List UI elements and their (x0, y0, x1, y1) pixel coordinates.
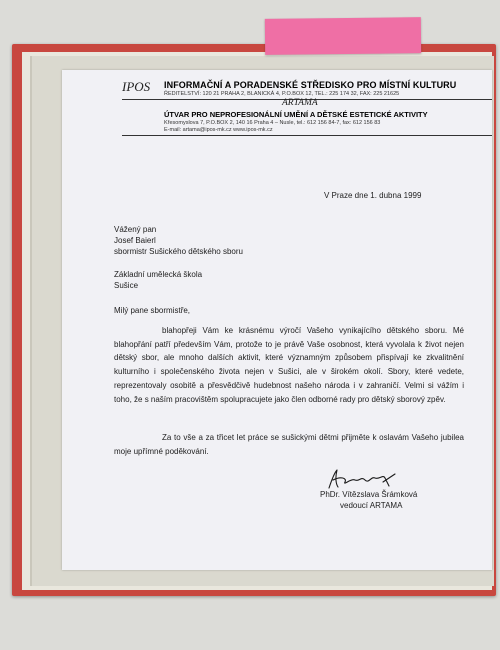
school-line-2: Sušice (114, 281, 139, 290)
letter-paragraph-1: blahopřeji Vám ke krásnému výročí Vašeho vynikajícího dětského sboru. Mé blahopřání patří především Vám, protože to je právě Vaše osobnost, která vyvolala k život nejen dětský sbor, ale mnoho dalších aktivit, které významným způsobem přispívají ke zkvalitnění kulturního i společenského života nejen v Sušici, ale v širokém okolí. Sbory, které vedete, reprezentovaly osobitě a přesvědčivě hudebnost našeho národa i v zahraničí. Velmi si vážím i toho, že s naším pracovištěm spolupracujete jako člen odborné rady pro dětský sborový zpěv. (114, 326, 464, 404)
letter-paragraph-2: Za to vše a za třicet let práce se sušickými dětmi přijměte k oslavám Vašeho jubilea moje upřímné poděkování. (114, 433, 464, 456)
department-contact: E-mail: artama@ipos-mk.cz www.ipos-mk.cz (164, 127, 273, 133)
salutation: Milý pane sbormistře, (114, 306, 191, 315)
letter-sheet (62, 70, 492, 570)
artama-logo: ARTAMA (282, 98, 318, 108)
signatory-name: PhDr. Vítězslava Šrámková (320, 490, 418, 499)
ipos-logo: IPOS (122, 79, 151, 94)
letterhead-bottom-rule (122, 135, 492, 136)
recipient-line-1: Vážený pan (114, 225, 157, 234)
pink-sticky-note[interactable] (265, 17, 421, 55)
signatory-title: vedoucí ARTAMA (340, 501, 403, 510)
organization-address: ŘEDITELSTVÍ: 120 21 PRAHA 2, BLANICKÁ 4, P.O.BOX 12, TEL.: 225 174 32, FAX: 225 21625 (164, 91, 400, 97)
handwritten-signature (325, 466, 405, 492)
school-line-1: Základní umělecká škola (114, 270, 203, 279)
department-address: Křesomyslova 7, P.O.BOX 2, 140 16 Praha 4 – Nusle, tel.: 612 156 84-7, fax: 612 156 83 (164, 120, 381, 126)
recipient-line-2: Josef Baierl (114, 236, 156, 245)
letter-date: V Praze dne 1. dubna 1999 (324, 191, 422, 200)
recipient-line-3: sbormistr Sušického dětského sboru (114, 247, 243, 256)
organization-name: INFORMAČNÍ A PORADENSKÉ STŘEDISKO PRO MÍSTNÍ KULTURU (164, 80, 457, 90)
department-name: ÚTVAR PRO NEPROFESIONÁLNÍ UMĚNÍ A DĚTSKÉ ESTETICKÉ AKTIVITY (164, 110, 428, 119)
